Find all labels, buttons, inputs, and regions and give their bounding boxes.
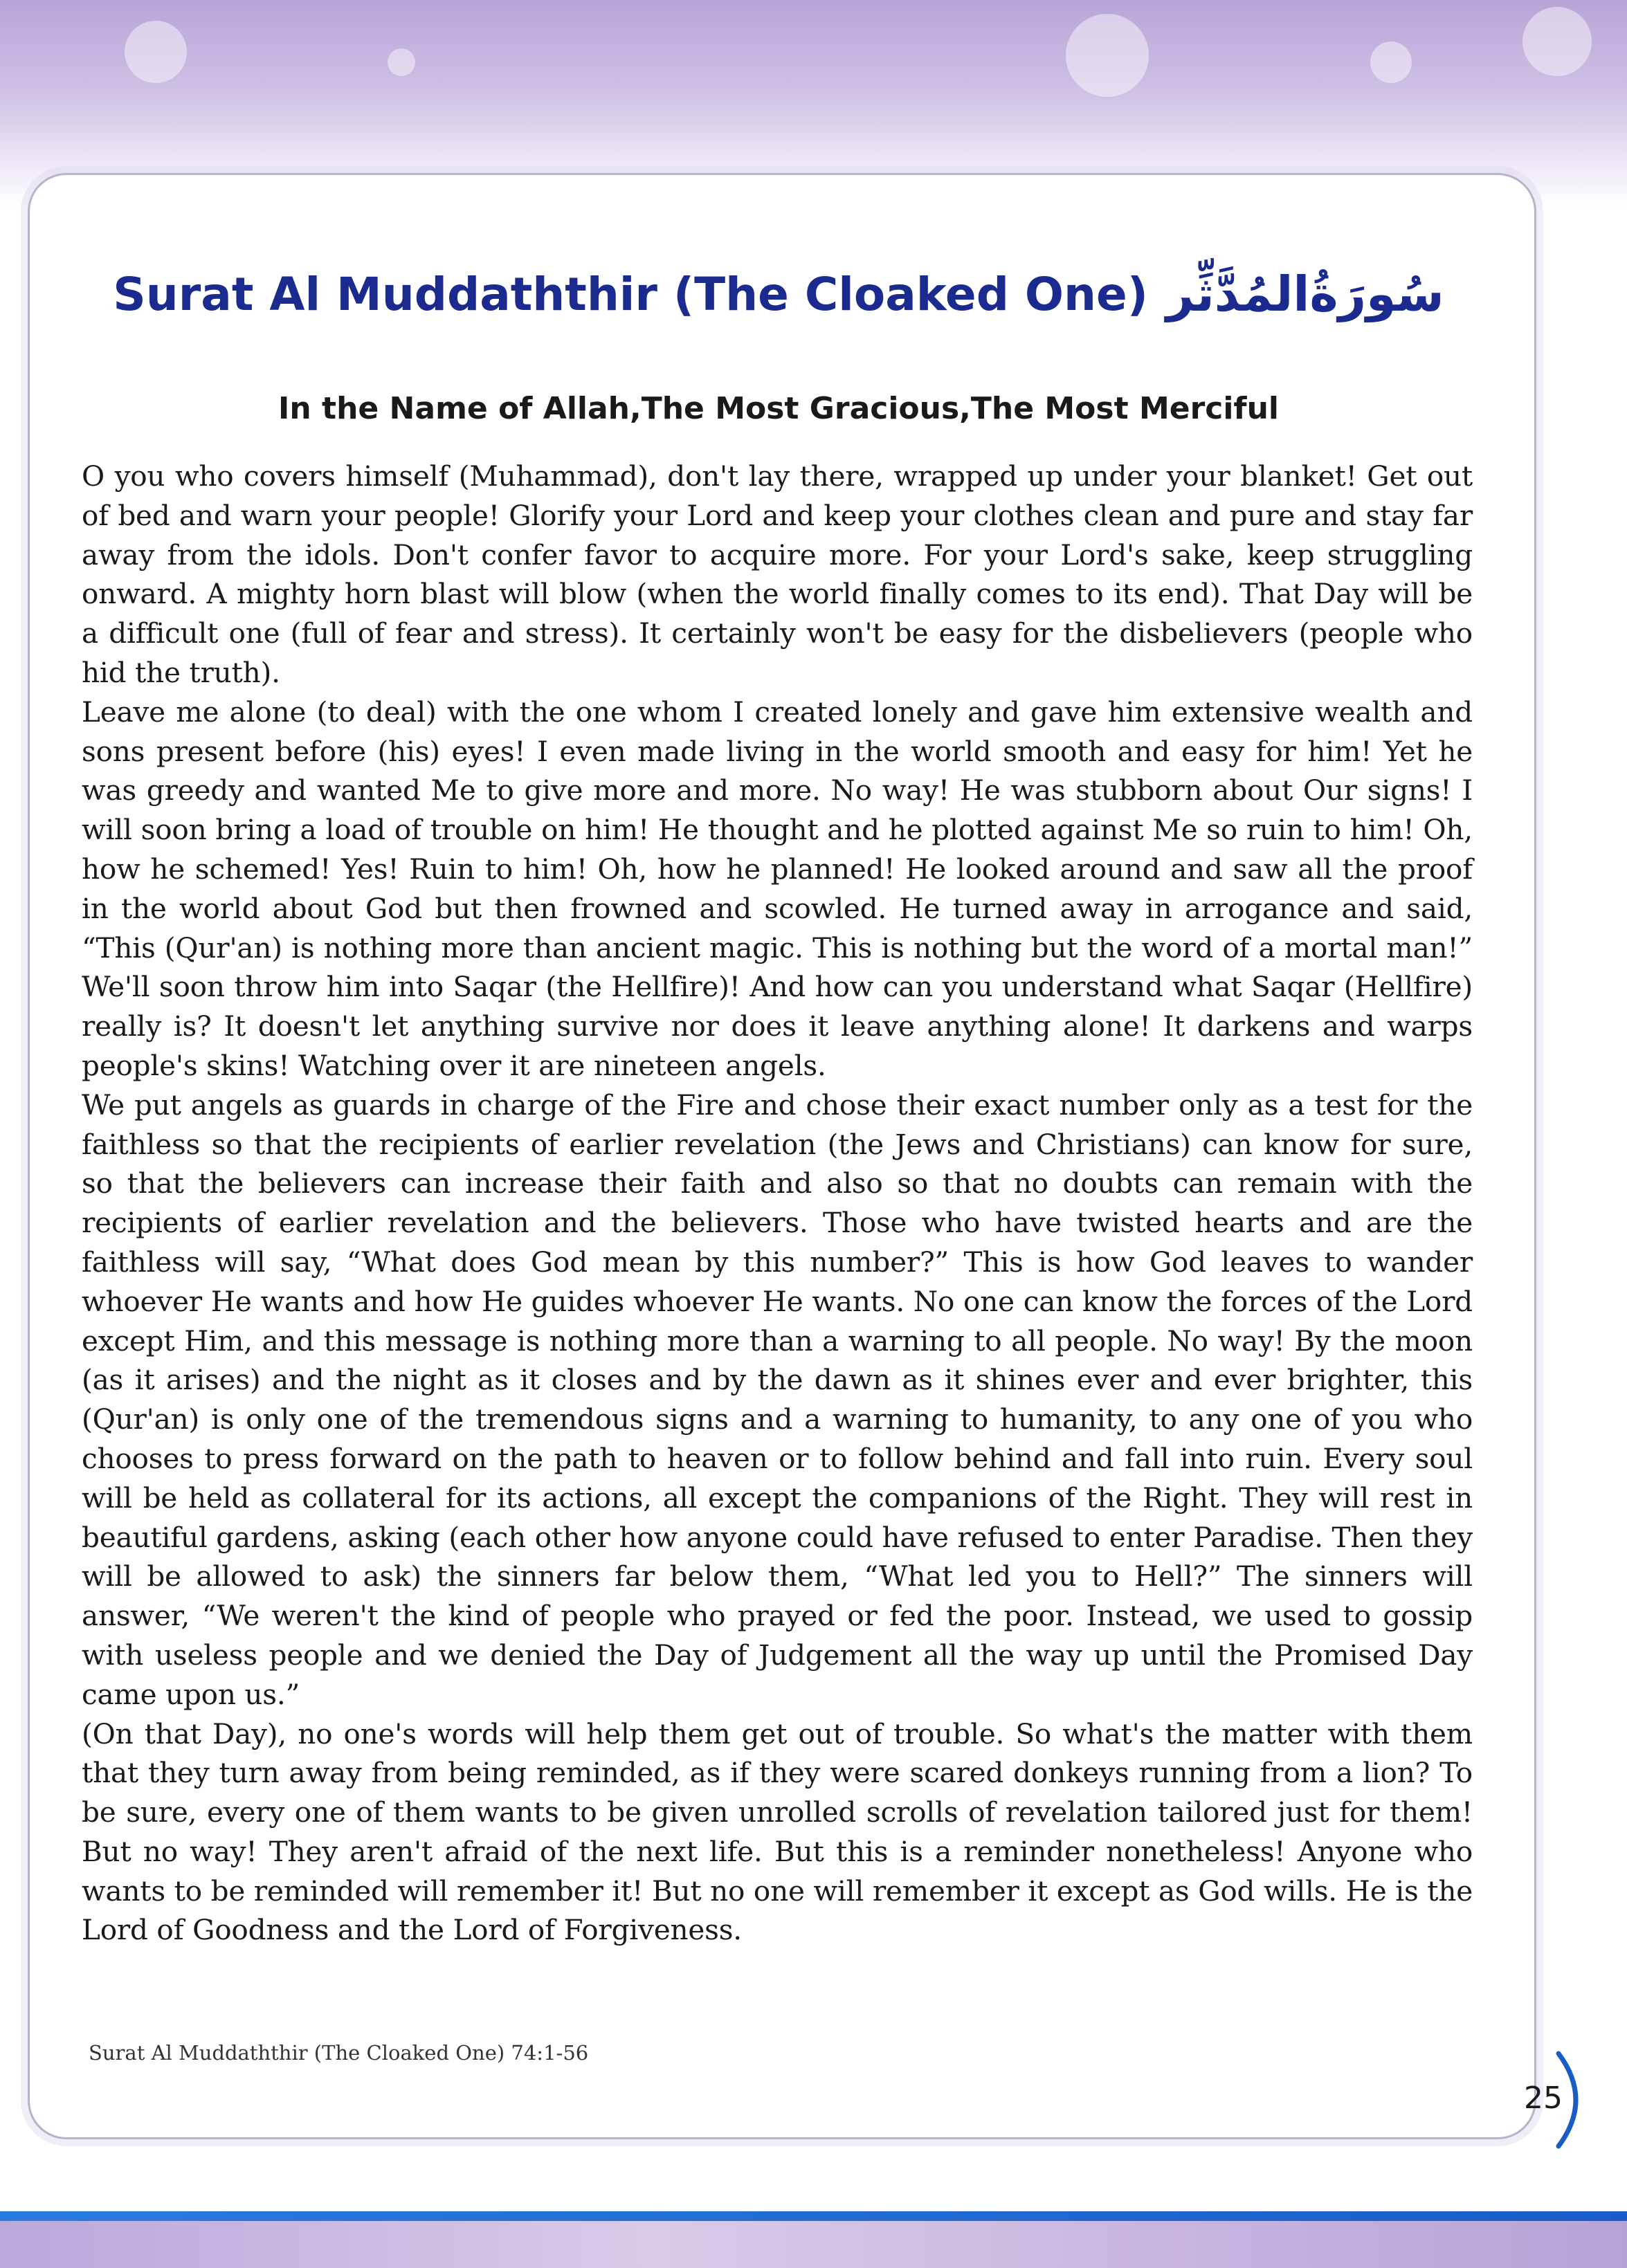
decorative-bubble — [388, 48, 415, 76]
verse-citation: Surat Al Muddaththir (The Cloaked One) 74:1-56 — [89, 2041, 589, 2065]
footer-banner — [0, 2221, 1627, 2268]
surah-title-english: Surat Al Muddaththir (The Cloaked One) — [113, 267, 1148, 321]
page-bracket-icon — [1550, 2048, 1599, 2152]
decorative-bubble — [1523, 7, 1592, 76]
decorative-bubble — [1370, 42, 1412, 83]
footer-rule — [0, 2211, 1627, 2221]
decorative-bubble — [125, 21, 187, 83]
page-title — [104, 249, 1453, 339]
decorative-bubble — [1066, 14, 1149, 97]
surah-translation-text — [82, 457, 1473, 1950]
paragraph-4: (On that Day), no one's words will help them get out of trouble. So what's the matter with them that they turn away from being reminded, as if they were scared donkeys running from a lion? To be sure, every one of them wants to be given unrolled scrolls of revelation tailored just for them! But no way! They aren't afraid of the next life. But this is a reminder nonetheless! Anyone who wants to be reminded will remember it! But no one will remember it except as God wills. He is the Lord of Goodness and the Lord of Forgiveness. — [82, 1717, 1473, 1947]
paragraph-1: O you who covers himself (Muhammad), don't lay there, wrapped up under your blanket! Get out of bed and warn your people! Glorify your Lord and keep your clothes clean and pure and stay far away from the idols. Don't confer favor to acquire more. For your Lord's sake, keep struggling onward. A mighty horn blast will blow (when the world finally comes to its end). That Day will be a difficult one (full of fear and stress). It certainly won't be easy for the disbelievers (people who hid the truth). — [82, 459, 1473, 689]
paragraph-2: Leave me alone (to deal) with the one whom I created lonely and gave him extensive wealth and sons present before (his) eyes! I even made living in the world smooth and easy for him! Yet he was greedy and wanted Me to give more and more. No way! He was stubborn about Our signs! I will soon bring a load of trouble on him! He thought and he plotted against Me so ruin to him! Oh, how he schemed! Yes! Ruin to him! Oh, how he planned! He looked around and saw all the proof in the world about God but then frowned and scowled. He turned away in arrogance and said, “This (Qur'an) is nothing more than ancient magic. This is nothing but the word of a mortal man!” We'll soon throw him into Saqar (the Hellfire)! And how can you understand what Saqar (Hellfire) really is? It doesn't let anything survive nor does it leave anything alone! It darkens and warps people's skins! Watching over it are nineteen angels. — [82, 695, 1473, 1082]
basmala-heading: In the Name of Allah,The Most Gracious,The Most Merciful — [278, 391, 1279, 426]
paragraph-3: We put angels as guards in charge of the Fire and chose their exact number only as a test for the faithless so that the recipients of earlier revelation (the Jews and Christians) can know for sure, so that the believers can increase their faith and also so that no doubts can remain with the recipients of earlier revelation and the believers. Those who have twisted hearts and are the faithless will say, “What does God mean by this number?” This is how God leaves to wander whoever He wants and how He guides whoever He wants. No one can know the forces of the Lord except Him, and this message is nothing more than a warning to all people. No way! By the moon (as it arises) and the night as it closes and by the dawn as it shines ever and ever brighter, this (Qur'an) is only one of the tremendous signs and a warning to humanity, to any one of you who chooses to press forward on the path to heaven or to follow behind and fall into ruin. Every soul will be held as collateral for its actions, all except the companions of the Right. They will rest in beautiful gardens, asking (each other how anyone could have refused to enter Paradise. Then they will be allowed to ask) the sinners far below them, “What led you to Hell?” The sinners will answer, “We weren't the kind of people who prayed or fed the poor. Instead, we used to gossip with useless people and we denied the Day of Judgement all the way up until the Promised Day came upon us.” — [82, 1088, 1473, 1711]
page-number: 25 — [1524, 2080, 1563, 2116]
surah-title-arabic: سُورَةُالمُدَّثِّر — [1165, 266, 1444, 322]
